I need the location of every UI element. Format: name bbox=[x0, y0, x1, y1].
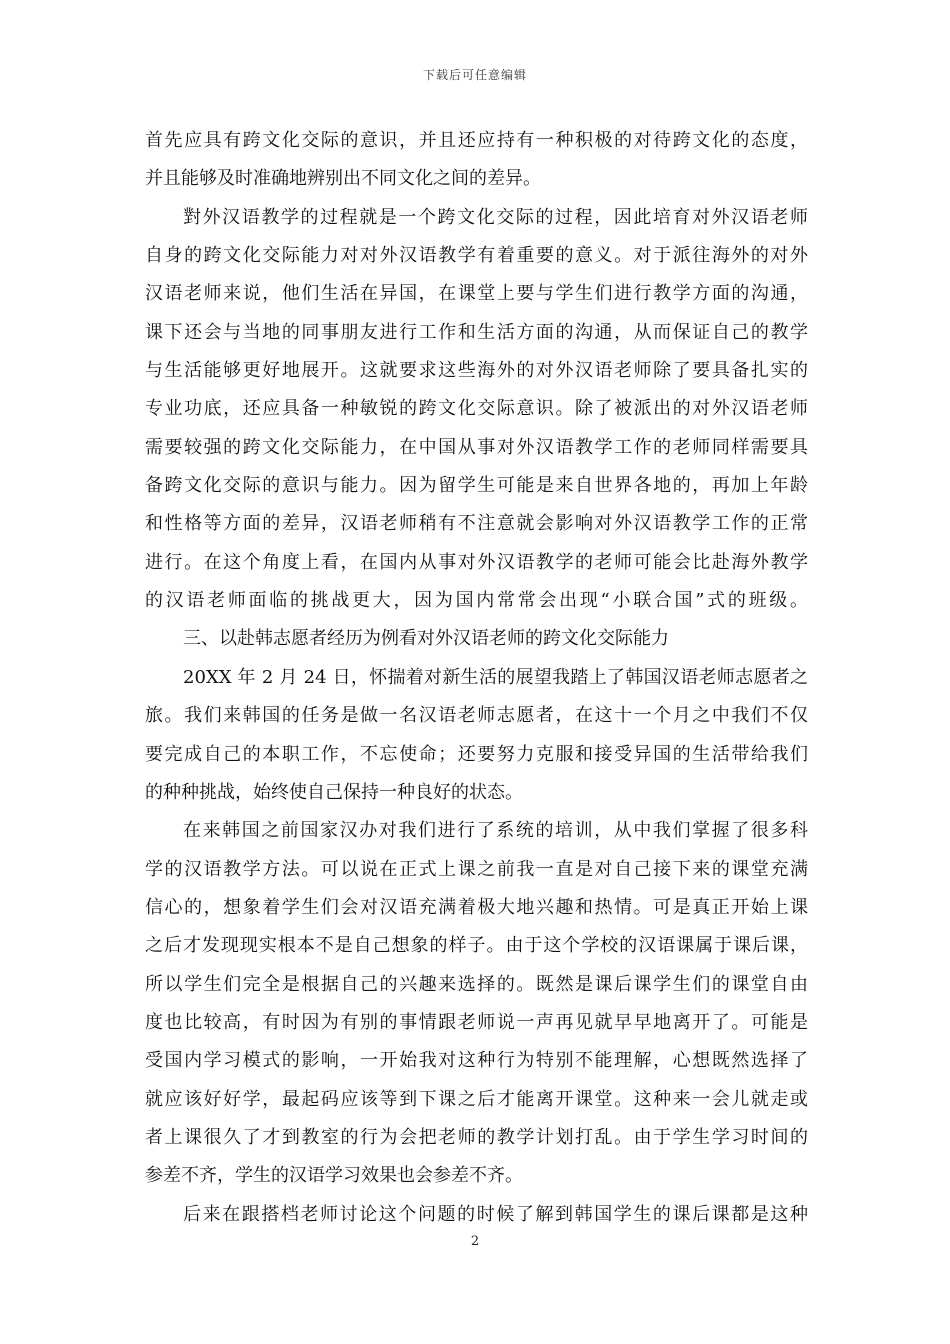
text-line: 后来在跟搭档老师讨论这个问题的时候了解到韩国学生的课后课都是这种 bbox=[183, 1203, 808, 1225]
text-line: 20XX 年 2 月 24 日，怀揣着对新生活的展望我踏上了韩国汉语老师志愿者之 bbox=[183, 666, 808, 688]
text-line: 汉语老师来说，他们生活在异国，在课堂上要与学生们进行教学方面的沟通， bbox=[145, 283, 808, 305]
text-line: 的种种挑战，始终使自己保持一种良好的状态。 bbox=[145, 781, 523, 803]
document-body bbox=[145, 122, 808, 1234]
text-line: 参差不齐，学生的汉语学习效果也会参差不齐。 bbox=[145, 1165, 523, 1187]
text-line: 并且能够及时准确地辨别出不同文化之间的差异。 bbox=[145, 168, 541, 190]
text-line: 课下还会与当地的同事朋友进行工作和生活方面的沟通，从而保证自己的教学 bbox=[145, 321, 808, 343]
text-line: 所以学生们完全是根据自己的兴趣来选择的。既然是课后课学生们的课堂自由 bbox=[145, 973, 808, 995]
text-line: 的汉语老师面临的挑战更大，因为国内常常会出现“小联合国”式的班级。 bbox=[145, 590, 808, 612]
text-line: 自身的跨文化交际能力对对外汉语教学有着重要的意义。对于派往海外的对外 bbox=[145, 245, 808, 267]
text-line: 度也比较高，有时因为有别的事情跟老师说一声再见就早早地离开了。可能是 bbox=[145, 1011, 808, 1033]
text-line: 三、以赴韩志愿者经历为例看对外汉语老师的跨文化交际能力 bbox=[183, 628, 669, 650]
text-line: 就应该好好学，最起码应该等到下课之后才能离开课堂。这种来一会儿就走或 bbox=[145, 1088, 808, 1110]
text-line: 学的汉语教学方法。可以说在正式上课之前我一直是对自己接下来的课堂充满 bbox=[145, 858, 808, 880]
page-header: 下载后可任意编辑 bbox=[422, 68, 527, 82]
text-line: 旅。我们来韩国的任务是做一名汉语老师志愿者，在这十一个月之中我们不仅 bbox=[145, 705, 808, 727]
text-line: 进行。在这个角度上看，在国内从事对外汉语教学的老师可能会比赴海外教学 bbox=[145, 551, 808, 573]
text-line: 与生活能够更好地展开。这就要求这些海外的对外汉语老师除了要具备扎实的 bbox=[145, 360, 808, 382]
text-line: 专业功底，还应具备一种敏锐的跨文化交际意识。除了被派出的对外汉语老师 bbox=[145, 398, 808, 420]
text-line: 者上课很久了才到教室的行为会把老师的教学计划打乱。由于学生学习时间的 bbox=[145, 1126, 808, 1148]
text-line: 對外汉语教学的过程就是一个跨文化交际的过程，因此培育对外汉语老师 bbox=[183, 206, 808, 228]
text-line: 要完成自己的本职工作，不忘使命；还要努力克服和接受异国的生活带给我们 bbox=[145, 743, 808, 765]
text-line: 信心的，想象着学生们会对汉语充满着极大地兴趣和热情。可是真正开始上课 bbox=[145, 896, 808, 918]
text-line: 在来韩国之前国家汉办对我们进行了系统的培训，从中我们掌握了很多科 bbox=[183, 820, 808, 842]
text-line: 首先应具有跨文化交际的意识，并且还应持有一种积极的对待跨文化的态度， bbox=[145, 130, 808, 151]
text-line: 备跨文化交际的意识与能力。因为留学生可能是来自世界各地的，再加上年龄 bbox=[145, 475, 808, 497]
text-line: 和性格等方面的差异，汉语老师稍有不注意就会影响对外汉语教学工作的正常 bbox=[145, 513, 808, 535]
text-line: 受国内学习模式的影响，一开始我对这种行为特别不能理解，心想既然选择了 bbox=[145, 1050, 808, 1072]
text-line: 需要较强的跨文化交际能力，在中国从事对外汉语教学工作的老师同样需要具 bbox=[145, 436, 808, 458]
text-line: 之后才发现现实根本不是自己想象的样子。由于这个学校的汉语课属于课后课， bbox=[145, 935, 808, 957]
page-number: 2 bbox=[470, 1234, 480, 1249]
